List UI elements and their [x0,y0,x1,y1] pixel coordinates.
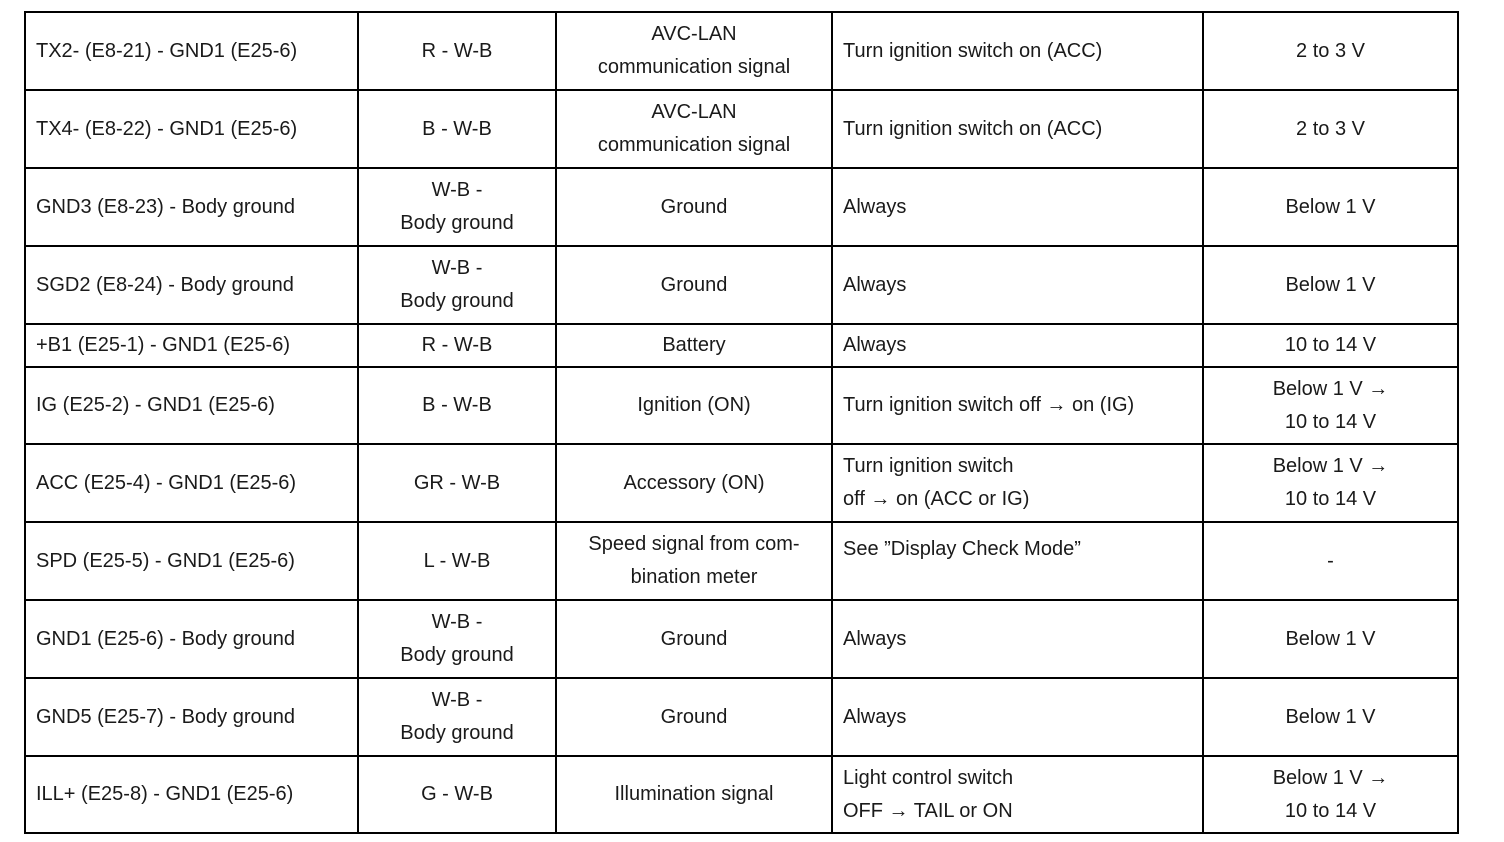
terminal-cell: ACC (E25-4) - GND1 (E25-6) [25,444,358,522]
terminal-cell: GND1 (E25-6) - Body ground [25,600,358,678]
specified-condition-cell: Below 1 V → 10 to 14 V [1203,367,1458,444]
terminal-cell: ILL+ (E25-8) - GND1 (E25-6) [25,756,358,833]
condition-cell: Turn ignition switch off → on (IG) [832,367,1203,444]
description-cell: Ground [556,168,832,246]
specified-condition-cell: Below 1 V [1203,168,1458,246]
specified-condition-cell: - [1203,522,1458,600]
wiring-color-cell: B - W-B [358,367,556,444]
specified-condition-cell: Below 1 V [1203,600,1458,678]
description-cell: Accessory (ON) [556,444,832,522]
table-row [25,12,1458,90]
specified-condition-cell: Below 1 V → 10 to 14 V [1203,756,1458,833]
wiring-color-cell: W-B - Body ground [358,168,556,246]
terminal-cell: TX2- (E8-21) - GND1 (E25-6) [25,12,358,90]
table-row [25,678,1458,756]
wiring-color-cell: R - W-B [358,324,556,367]
terminal-cell: +B1 (E25-1) - GND1 (E25-6) [25,324,358,367]
description-cell: Ground [556,600,832,678]
description-cell: Ground [556,678,832,756]
terminal-cell: GND5 (E25-7) - Body ground [25,678,358,756]
wiring-color-cell: GR - W-B [358,444,556,522]
wiring-color-cell: G - W-B [358,756,556,833]
wiring-color-cell: W-B - Body ground [358,600,556,678]
description-cell: Speed signal from com- bination meter [556,522,832,600]
condition-cell: Turn ignition switch on (ACC) [832,12,1203,90]
wiring-color-cell: W-B - Body ground [358,678,556,756]
table-row [25,246,1458,324]
condition-cell: Always [832,678,1203,756]
wiring-color-cell: B - W-B [358,90,556,168]
condition-cell: Light control switch OFF → TAIL or ON [832,756,1203,833]
terminal-cell: SPD (E25-5) - GND1 (E25-6) [25,522,358,600]
specified-condition-cell: Below 1 V → 10 to 14 V [1203,444,1458,522]
condition-cell: Always [832,168,1203,246]
terminal-spec-table [24,11,1459,834]
table-row [25,600,1458,678]
terminal-cell: GND3 (E8-23) - Body ground [25,168,358,246]
table-row [25,444,1458,522]
table-row [25,522,1458,600]
specified-condition-cell: 2 to 3 V [1203,90,1458,168]
terminal-cell: IG (E25-2) - GND1 (E25-6) [25,367,358,444]
specified-condition-cell: 10 to 14 V [1203,324,1458,367]
description-cell: Illumination signal [556,756,832,833]
table-row [25,90,1458,168]
condition-cell: Turn ignition switch on (ACC) [832,90,1203,168]
condition-cell: Always [832,246,1203,324]
wiring-color-cell: L - W-B [358,522,556,600]
table-row [25,324,1458,367]
description-cell: Battery [556,324,832,367]
description-cell: AVC-LAN communication signal [556,90,832,168]
description-cell: Ground [556,246,832,324]
wiring-color-cell: W-B - Body ground [358,246,556,324]
wiring-color-cell: R - W-B [358,12,556,90]
table-row [25,367,1458,444]
table-row [25,168,1458,246]
condition-cell: See ”Display Check Mode” [832,522,1203,600]
table-row [25,756,1458,833]
specified-condition-cell: Below 1 V [1203,678,1458,756]
description-cell: Ignition (ON) [556,367,832,444]
specified-condition-cell: 2 to 3 V [1203,12,1458,90]
terminal-cell: SGD2 (E8-24) - Body ground [25,246,358,324]
specified-condition-cell: Below 1 V [1203,246,1458,324]
condition-cell: Always [832,324,1203,367]
condition-cell: Always [832,600,1203,678]
terminal-cell: TX4- (E8-22) - GND1 (E25-6) [25,90,358,168]
description-cell: AVC-LAN communication signal [556,12,832,90]
condition-cell: Turn ignition switch off → on (ACC or IG) [832,444,1203,522]
